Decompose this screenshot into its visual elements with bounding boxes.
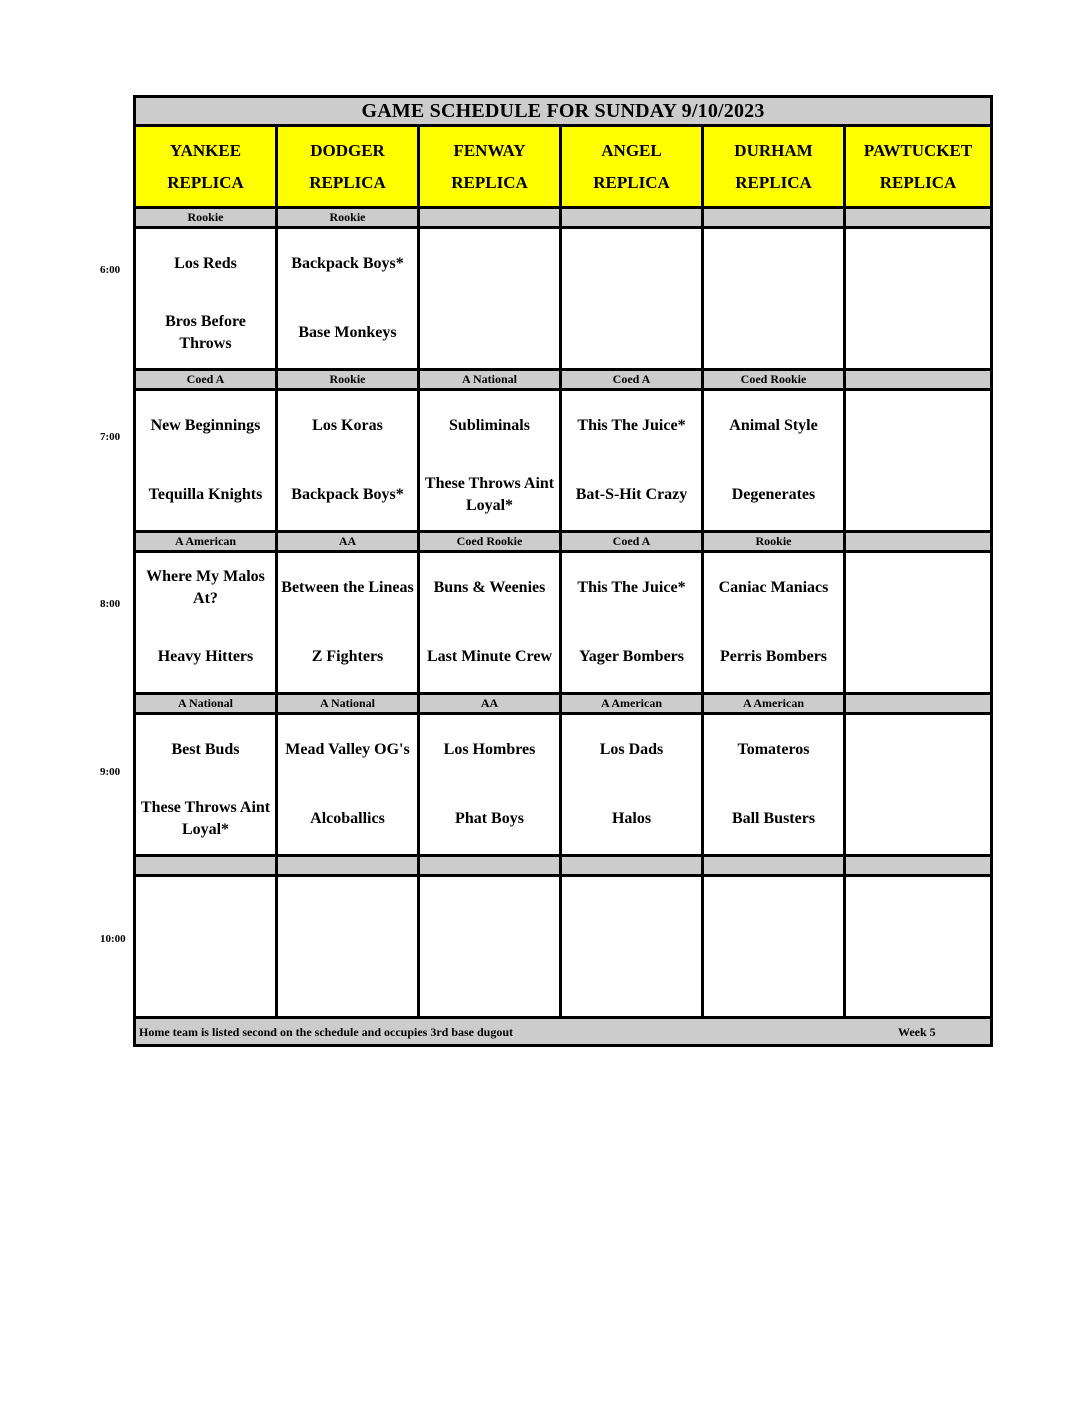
field-type: REPLICA (735, 172, 812, 192)
home-team-name: Degenerates (731, 486, 816, 504)
away-team (136, 715, 275, 785)
field-name: DODGER (310, 140, 385, 160)
game-row (135, 876, 992, 1018)
away-team (136, 877, 275, 947)
footer-row (135, 1018, 992, 1046)
home-team (846, 947, 990, 1017)
field-type: REPLICA (309, 172, 386, 192)
division-label: Coed A (135, 370, 277, 390)
home-team (562, 785, 701, 855)
division-label (561, 856, 703, 876)
home-team (278, 947, 417, 1017)
field-type: REPLICA (451, 172, 528, 192)
game-row (135, 714, 992, 856)
matchup (562, 229, 701, 368)
game-cell (419, 876, 561, 1018)
division-row (135, 208, 992, 228)
field-name: ANGEL (601, 140, 662, 160)
away-team (278, 391, 417, 461)
away-team (420, 229, 559, 299)
home-team-name: These Throws Aint Loyal* (424, 475, 555, 515)
game-cell (845, 714, 992, 856)
home-team (136, 461, 275, 531)
division-label: Rookie (703, 532, 845, 552)
game-cell (703, 714, 845, 856)
away-team (846, 391, 990, 461)
home-team-name: Heavy Hitters (157, 648, 254, 666)
away-team (420, 391, 559, 461)
away-team (420, 553, 559, 623)
away-team (704, 391, 843, 461)
title-row (135, 97, 992, 126)
matchup (562, 553, 701, 692)
matchup (846, 877, 990, 1016)
home-team (420, 461, 559, 531)
away-team (562, 553, 701, 623)
game-cell (277, 552, 419, 694)
away-team (278, 553, 417, 623)
time-label-10: 10:00 (100, 933, 126, 945)
division-row (135, 856, 992, 876)
field-header-row (135, 126, 992, 208)
away-team (704, 877, 843, 947)
away-team (704, 715, 843, 785)
home-team (278, 785, 417, 855)
away-team (846, 715, 990, 785)
away-team (704, 553, 843, 623)
game-cell (845, 876, 992, 1018)
division-label: Coed Rookie (703, 370, 845, 390)
matchup (704, 553, 843, 692)
division-label: Coed Rookie (419, 532, 561, 552)
field-type: REPLICA (593, 172, 670, 192)
away-team (278, 229, 417, 299)
division-label: AA (419, 694, 561, 714)
game-cell (561, 390, 703, 532)
division-label (135, 856, 277, 876)
home-team (704, 461, 843, 531)
game-row (135, 228, 992, 370)
away-team-name: Los Reds (174, 254, 237, 272)
away-team-name: Animal Style (729, 416, 818, 434)
away-team (136, 229, 275, 299)
division-label: A National (419, 370, 561, 390)
game-cell (419, 390, 561, 532)
home-team-name: Halos (611, 810, 652, 828)
matchup (136, 553, 275, 692)
away-team (562, 877, 701, 947)
away-team (846, 553, 990, 623)
division-label (419, 208, 561, 228)
away-team-name: Subliminals (449, 416, 530, 434)
game-cell (135, 552, 277, 694)
away-team (420, 877, 559, 947)
field-type: REPLICA (167, 172, 244, 192)
home-team (846, 461, 990, 531)
field-header (561, 126, 703, 208)
game-row (135, 552, 992, 694)
home-team-name: Tequilla Knights (148, 486, 263, 504)
field-header (845, 126, 992, 208)
field-header (703, 126, 845, 208)
home-team (562, 299, 701, 369)
division-label: Rookie (277, 370, 419, 390)
division-label: A American (703, 694, 845, 714)
home-team (562, 623, 701, 693)
home-team (420, 299, 559, 369)
away-team-name: Backpack Boys* (291, 254, 404, 272)
field-name: DURHAM (734, 140, 813, 160)
away-team-name: Mead Valley OG's (285, 740, 410, 758)
time-label-9: 9:00 (100, 766, 121, 778)
home-team-name: Z Fighters (311, 648, 384, 666)
field-header (135, 126, 277, 208)
away-team-name: Caniac Maniacs (718, 578, 829, 596)
game-cell (561, 876, 703, 1018)
home-team (278, 461, 417, 531)
home-team (278, 299, 417, 369)
game-row (135, 390, 992, 532)
game-cell (845, 228, 992, 370)
matchup (420, 391, 559, 530)
home-team-name: Ball Busters (731, 810, 816, 828)
week-label: Week 5 (898, 1025, 936, 1039)
division-label (845, 208, 992, 228)
home-team-name: Bat-S-Hit Crazy (575, 486, 688, 504)
time-label-7: 7:00 (100, 431, 121, 443)
home-team (136, 623, 275, 693)
home-team (846, 623, 990, 693)
game-cell (419, 552, 561, 694)
home-team (846, 299, 990, 369)
game-cell (845, 552, 992, 694)
matchup (420, 877, 559, 1016)
away-team-name: This The Juice* (577, 416, 686, 434)
division-label (419, 856, 561, 876)
division-label: A National (135, 694, 277, 714)
home-team (420, 623, 559, 693)
matchup (136, 391, 275, 530)
home-team (136, 785, 275, 855)
away-team-name: New Beginnings (150, 416, 261, 434)
matchup (136, 877, 275, 1016)
game-cell (277, 714, 419, 856)
division-row (135, 532, 992, 552)
field-header (277, 126, 419, 208)
home-team (562, 947, 701, 1017)
game-cell (135, 228, 277, 370)
game-cell (703, 552, 845, 694)
home-team-name: Base Monkeys (298, 324, 397, 342)
game-cell (561, 714, 703, 856)
away-team (846, 877, 990, 947)
game-cell (135, 876, 277, 1018)
time-label-6: 6:00 (100, 264, 121, 276)
footer-note: Home team is listed second on the schedule and occupies 3rd base dugout (139, 1025, 514, 1039)
away-team-name: Tomateros (737, 740, 810, 758)
matchup (278, 229, 417, 368)
matchup (704, 229, 843, 368)
away-team-name: This The Juice* (577, 578, 686, 596)
division-label (277, 856, 419, 876)
matchup (278, 391, 417, 530)
matchup (846, 715, 990, 854)
home-team (420, 947, 559, 1017)
home-team (704, 947, 843, 1017)
away-team-name: Los Koras (312, 416, 383, 434)
matchup (278, 715, 417, 854)
away-team-name: Best Buds (171, 740, 240, 758)
matchup (278, 553, 417, 692)
matchup (420, 715, 559, 854)
division-label: Rookie (277, 208, 419, 228)
division-label: A National (277, 694, 419, 714)
away-team-name: Los Dads (599, 740, 664, 758)
game-cell (277, 228, 419, 370)
game-cell (419, 228, 561, 370)
division-label (845, 370, 992, 390)
division-label (703, 208, 845, 228)
schedule-table (133, 95, 993, 1047)
game-cell (561, 552, 703, 694)
matchup (704, 877, 843, 1016)
matchup (420, 229, 559, 368)
division-label (703, 856, 845, 876)
division-label: Coed A (561, 370, 703, 390)
away-team (420, 715, 559, 785)
matchup (562, 715, 701, 854)
division-row (135, 370, 992, 390)
field-name: FENWAY (453, 140, 526, 160)
division-row (135, 694, 992, 714)
home-team (704, 785, 843, 855)
matchup (136, 715, 275, 854)
away-team-name: Where My Malos At? (146, 567, 265, 607)
home-team-name: Phat Boys (455, 810, 524, 828)
away-team (562, 391, 701, 461)
division-label (845, 532, 992, 552)
home-team (704, 623, 843, 693)
slots-body (135, 208, 992, 1018)
away-team (136, 391, 275, 461)
game-cell (561, 228, 703, 370)
game-cell (703, 876, 845, 1018)
division-label: A American (135, 532, 277, 552)
home-team (704, 299, 843, 369)
away-team-name: Between the Lineas (281, 578, 414, 596)
game-cell (135, 714, 277, 856)
home-team-name: Bros Before Throws (165, 313, 246, 353)
game-cell (419, 714, 561, 856)
home-team (278, 623, 417, 693)
matchup (136, 229, 275, 368)
home-team (562, 461, 701, 531)
field-name: YANKEE (169, 140, 242, 160)
field-type: REPLICA (879, 172, 957, 192)
matchup (704, 391, 843, 530)
away-team (278, 715, 417, 785)
time-label-8: 8:00 (100, 598, 121, 610)
matchup (562, 877, 701, 1016)
game-cell (845, 390, 992, 532)
away-team-name: Buns & Weenies (433, 578, 546, 596)
home-team-name: These Throws Aint Loyal* (140, 799, 271, 839)
game-cell (703, 390, 845, 532)
home-team (136, 947, 275, 1017)
field-name: PAWTUCKET (863, 140, 973, 160)
matchup (846, 229, 990, 368)
division-label: A American (561, 694, 703, 714)
home-team-name: Perris Bombers (719, 648, 828, 666)
home-team-name: Alcoballics (310, 810, 385, 828)
game-cell (277, 390, 419, 532)
matchup (846, 553, 990, 692)
division-label (845, 856, 992, 876)
game-cell (135, 390, 277, 532)
away-team (136, 553, 275, 623)
footer (135, 1018, 992, 1046)
game-cell (703, 228, 845, 370)
away-team (846, 229, 990, 299)
matchup (704, 715, 843, 854)
game-cell (277, 876, 419, 1018)
away-team-name: Los Hombres (443, 740, 536, 758)
home-team-name: Yager Bombers (578, 648, 685, 666)
home-team (420, 785, 559, 855)
home-team-name: Backpack Boys* (291, 486, 404, 504)
home-team (136, 299, 275, 369)
division-label: Coed A (561, 532, 703, 552)
division-label (561, 208, 703, 228)
home-team-name: Last Minute Crew (426, 648, 553, 666)
away-team (562, 229, 701, 299)
division-label (845, 694, 992, 714)
matchup (278, 877, 417, 1016)
matchup (562, 391, 701, 530)
division-label: AA (277, 532, 419, 552)
away-team (704, 229, 843, 299)
matchup (420, 553, 559, 692)
schedule-title: GAME SCHEDULE FOR SUNDAY 9/10/2023 (135, 97, 992, 126)
division-label: Rookie (135, 208, 277, 228)
matchup (846, 391, 990, 530)
away-team (562, 715, 701, 785)
field-header (419, 126, 561, 208)
away-team (278, 877, 417, 947)
home-team (846, 785, 990, 855)
